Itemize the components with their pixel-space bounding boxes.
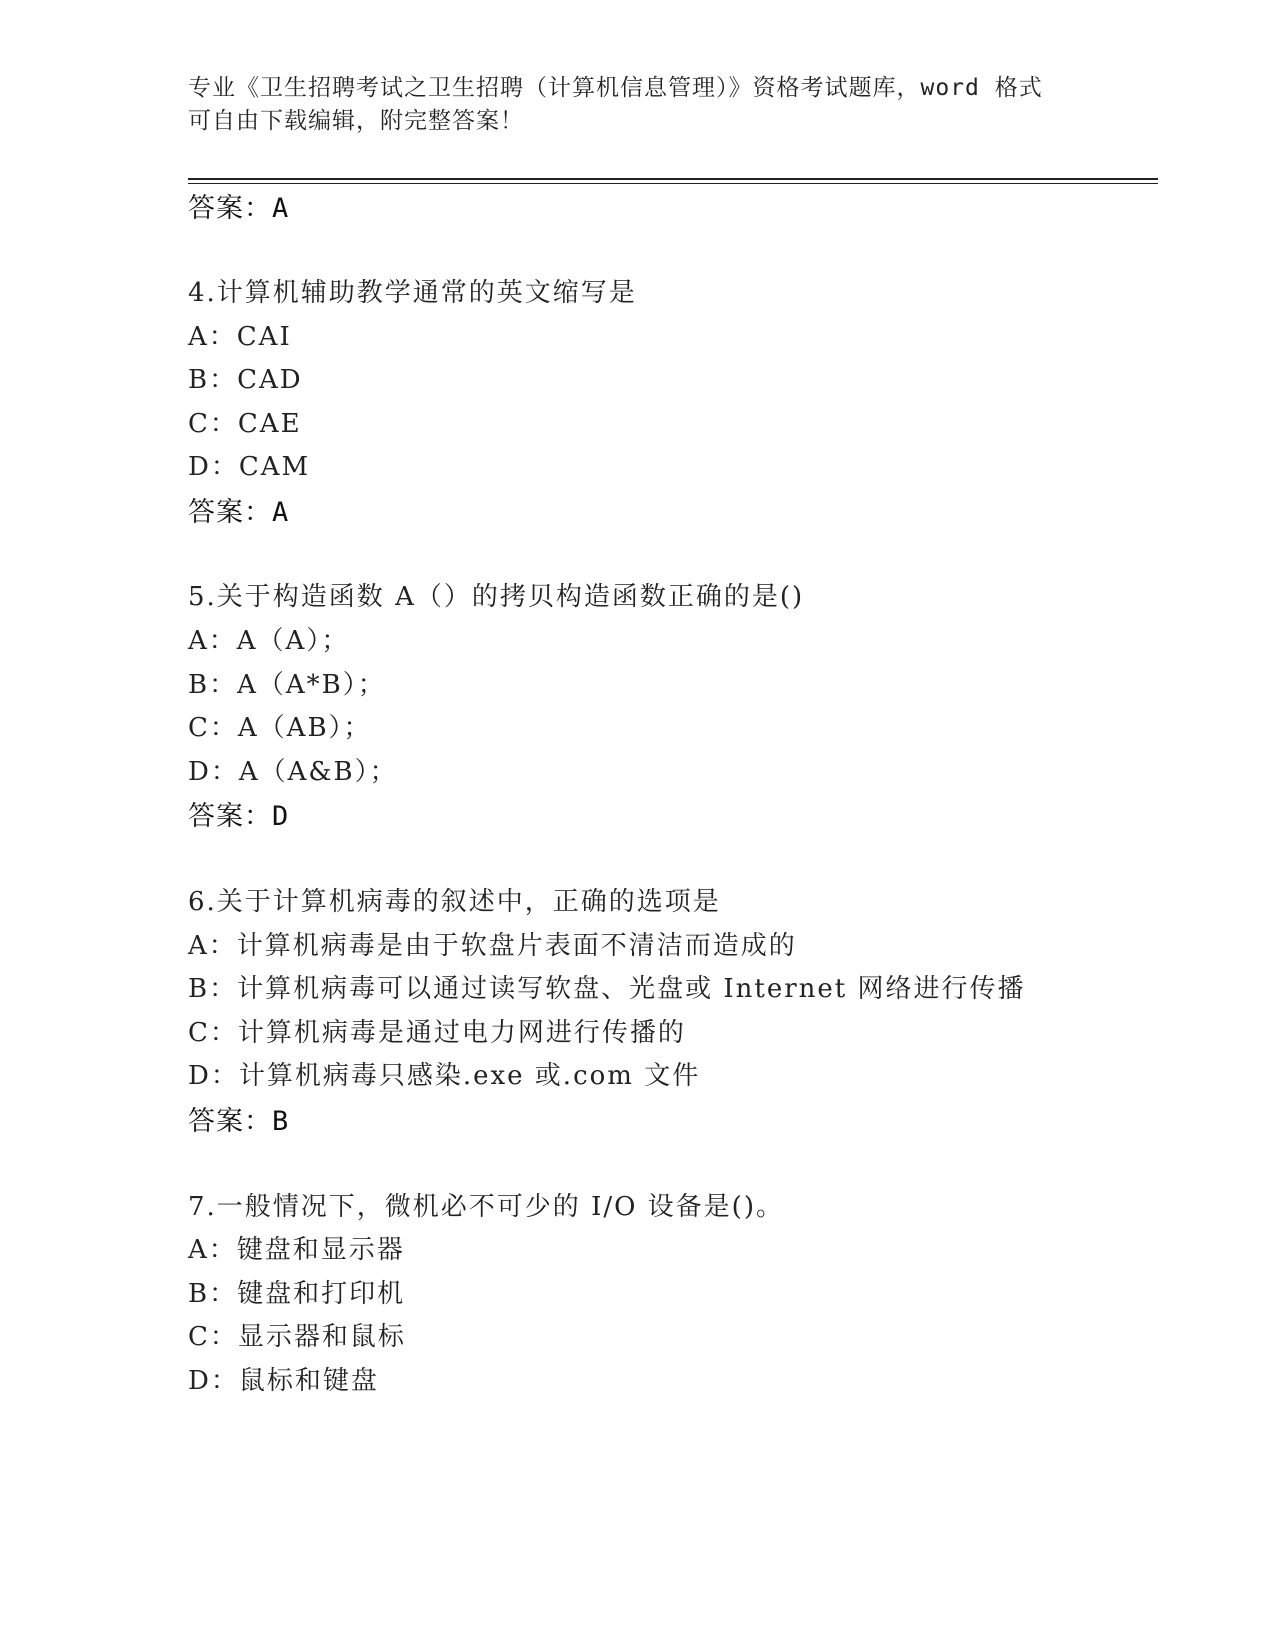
- question-4-option-a: A：CAI: [188, 322, 292, 352]
- question-7-option-d: D：鼠标和键盘: [188, 1366, 379, 1396]
- question-6-stem: 6.关于计算机病毒的叙述中，正确的选项是: [188, 887, 721, 917]
- question-6-answer: 答案：B: [188, 1106, 290, 1137]
- question-5-option-c: C：A（AB）；: [188, 713, 372, 743]
- header-rule-thick: [188, 178, 1158, 180]
- question-6-option-a: A：计算机病毒是由于软盘片表面不清洁而造成的: [188, 931, 797, 961]
- question-7-stem: 7.一般情况下，微机必不可少的 I/O 设备是()。: [188, 1192, 784, 1222]
- header-line-2: 可自由下载编辑，附完整答案！: [188, 108, 524, 134]
- question-7-option-b: B：键盘和打印机: [188, 1279, 406, 1309]
- question-5-option-d: D：A（A&B）；: [188, 757, 398, 787]
- header-rule-thin: [188, 183, 1158, 184]
- question-6-option-c: C：计算机病毒是通过电力网进行传播的: [188, 1018, 686, 1048]
- question-4-option-c: C：CAE: [188, 409, 302, 439]
- question-6-option-b: B：计算机病毒可以通过读写软盘、光盘或 Internet 网络进行传播: [188, 974, 1026, 1004]
- question-4-stem: 4.计算机辅助教学通常的英文缩写是: [188, 278, 637, 308]
- question-7-option-a: A：键盘和显示器: [188, 1235, 405, 1265]
- question-5-option-b: B：A（A*B）；: [188, 670, 386, 700]
- question-4-option-b: B：CAD: [188, 365, 303, 395]
- question-4-option-d: D：CAM: [188, 452, 311, 482]
- question-6-option-d: D：计算机病毒只感染.exe 或.com 文件: [188, 1061, 701, 1091]
- question-5-answer: 答案：D: [188, 801, 290, 832]
- question-7-option-c: C：显示器和鼠标: [188, 1322, 406, 1352]
- document-header: [188, 72, 1088, 138]
- question-5-stem: 5.关于构造函数 A（）的拷贝构造函数正确的是(): [188, 582, 805, 612]
- previous-answer: 答案：A: [188, 193, 290, 224]
- header-line-1: 专业《卫生招聘考试之卫生招聘（计算机信息管理）》资格考试题库，word 格式: [188, 75, 1043, 101]
- question-4-answer: 答案：A: [188, 497, 290, 528]
- question-5-option-a: A：A（A）；: [188, 626, 350, 656]
